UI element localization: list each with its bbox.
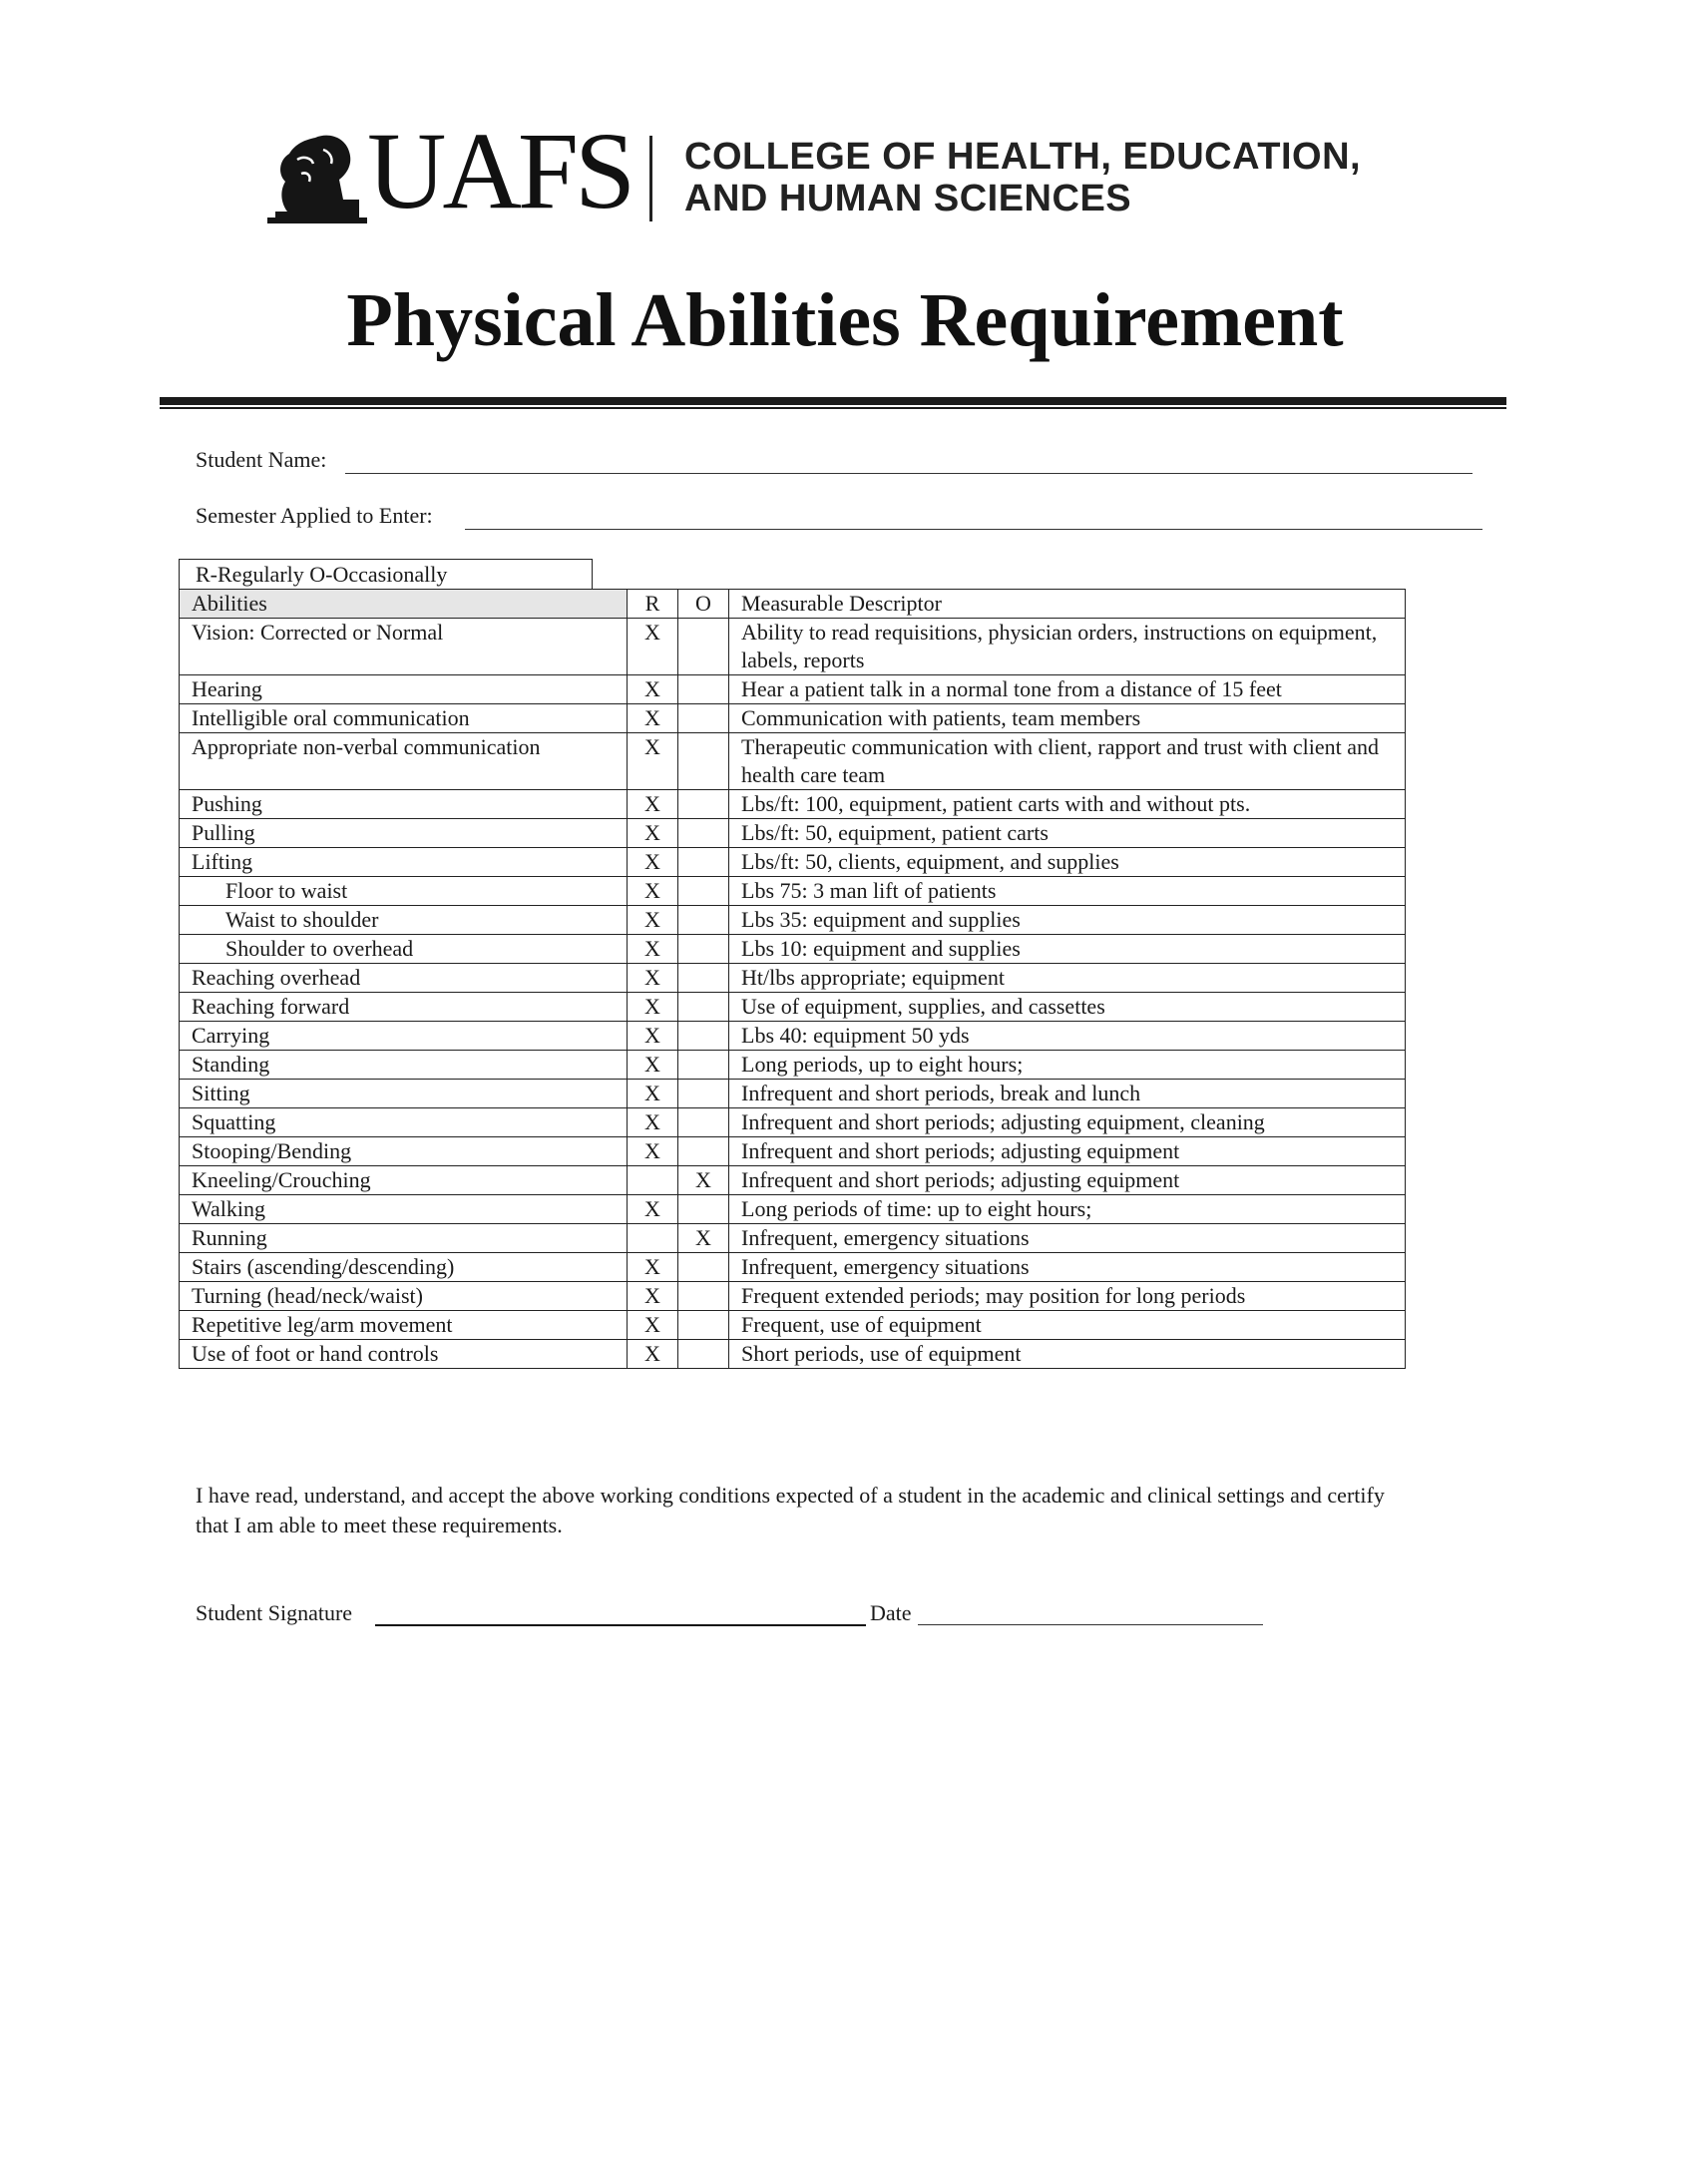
descriptor-cell: Infrequent, emergency situations xyxy=(729,1224,1406,1253)
descriptor-cell: Lbs 75: 3 man lift of patients xyxy=(729,877,1406,906)
date-label: Date xyxy=(870,1600,912,1625)
ability-cell: Standing xyxy=(180,1051,628,1080)
o-cell xyxy=(678,704,729,733)
r-cell: X xyxy=(628,1108,678,1137)
o-cell xyxy=(678,819,729,848)
descriptor-cell: Lbs 40: equipment 50 yds xyxy=(729,1022,1406,1051)
student-name-line[interactable] xyxy=(345,473,1473,474)
semester-label: Semester Applied to Enter: xyxy=(196,503,433,528)
descriptor-cell: Hear a patient talk in a normal tone from a distance of 15 feet xyxy=(729,675,1406,704)
table-row xyxy=(180,1051,1406,1080)
student-signature-line[interactable] xyxy=(375,1624,866,1626)
r-cell: X xyxy=(628,1253,678,1282)
semester-line[interactable] xyxy=(465,529,1482,530)
descriptor-cell: Infrequent and short periods; adjusting equipment, cleaning xyxy=(729,1108,1406,1137)
o-cell: X xyxy=(678,1166,729,1195)
r-cell: X xyxy=(628,619,678,675)
descriptor-cell: Lbs/ft: 50, equipment, patient carts xyxy=(729,819,1406,848)
ability-cell: Appropriate non-verbal communication xyxy=(180,733,628,790)
ability-cell: Stooping/Bending xyxy=(180,1137,628,1166)
table-row xyxy=(180,1224,1406,1253)
o-cell xyxy=(678,848,729,877)
o-cell xyxy=(678,1253,729,1282)
header-o: O xyxy=(678,590,729,619)
descriptor-cell: Lbs/ft: 100, equipment, patient carts with and without pts. xyxy=(729,790,1406,819)
r-cell: X xyxy=(628,1195,678,1224)
descriptor-cell: Use of equipment, supplies, and cassettes xyxy=(729,993,1406,1022)
ability-cell: Reaching overhead xyxy=(180,964,628,993)
ability-cell: Use of foot or hand controls xyxy=(180,1340,628,1369)
ability-cell: Shoulder to overhead xyxy=(180,935,628,964)
r-cell: X xyxy=(628,1311,678,1340)
table-row xyxy=(180,1137,1406,1166)
descriptor-cell: Lbs 10: equipment and supplies xyxy=(729,935,1406,964)
r-cell: X xyxy=(628,935,678,964)
table-row xyxy=(180,935,1406,964)
table-row xyxy=(180,1340,1406,1369)
ability-cell: Carrying xyxy=(180,1022,628,1051)
ability-cell: Turning (head/neck/waist) xyxy=(180,1282,628,1311)
r-cell: X xyxy=(628,1137,678,1166)
r-cell: X xyxy=(628,819,678,848)
o-cell xyxy=(678,619,729,675)
r-cell: X xyxy=(628,993,678,1022)
table-row xyxy=(180,1282,1406,1311)
descriptor-cell: Lbs 35: equipment and supplies xyxy=(729,906,1406,935)
ability-cell: Hearing xyxy=(180,675,628,704)
table-row xyxy=(180,619,1406,675)
descriptor-cell: Lbs/ft: 50, clients, equipment, and supplies xyxy=(729,848,1406,877)
header-descriptor: Measurable Descriptor xyxy=(729,590,1406,619)
table-header-row xyxy=(180,590,1406,619)
table-row xyxy=(180,1022,1406,1051)
o-cell: X xyxy=(678,1224,729,1253)
r-cell: X xyxy=(628,1282,678,1311)
table-row xyxy=(180,848,1406,877)
table-row xyxy=(180,1166,1406,1195)
o-cell xyxy=(678,877,729,906)
ability-cell: Squatting xyxy=(180,1108,628,1137)
r-cell: X xyxy=(628,906,678,935)
descriptor-cell: Ability to read requisitions, physician orders, instructions on equipment, labels, reports xyxy=(729,619,1406,675)
r-cell: X xyxy=(628,704,678,733)
r-cell: X xyxy=(628,1080,678,1108)
o-cell xyxy=(678,993,729,1022)
table-row xyxy=(180,964,1406,993)
table-row xyxy=(180,993,1406,1022)
abilities-table xyxy=(179,589,1406,1369)
header-rule xyxy=(160,397,1506,405)
descriptor-cell: Short periods, use of equipment xyxy=(729,1340,1406,1369)
r-cell: X xyxy=(628,1051,678,1080)
ability-cell: Sitting xyxy=(180,1080,628,1108)
r-cell: X xyxy=(628,790,678,819)
r-cell: X xyxy=(628,964,678,993)
college-name xyxy=(684,136,1361,219)
ability-cell: Floor to waist xyxy=(180,877,628,906)
o-cell xyxy=(678,733,729,790)
o-cell xyxy=(678,1311,729,1340)
r-cell: X xyxy=(628,1022,678,1051)
r-cell xyxy=(628,1224,678,1253)
r-cell: X xyxy=(628,733,678,790)
table-row xyxy=(180,1195,1406,1224)
table-row xyxy=(180,906,1406,935)
ability-cell: Stairs (ascending/descending) xyxy=(180,1253,628,1282)
r-cell: X xyxy=(628,675,678,704)
college-line-1: COLLEGE OF HEALTH, EDUCATION, xyxy=(684,136,1362,178)
o-cell xyxy=(678,1137,729,1166)
o-cell xyxy=(678,1108,729,1137)
o-cell xyxy=(678,1282,729,1311)
o-cell xyxy=(678,675,729,704)
descriptor-cell: Infrequent and short periods; adjusting equipment xyxy=(729,1166,1406,1195)
ability-cell: Intelligible oral communication xyxy=(180,704,628,733)
student-name-label: Student Name: xyxy=(196,447,327,472)
descriptor-cell: Frequent extended periods; may position for long periods xyxy=(729,1282,1406,1311)
logo-divider xyxy=(649,136,652,221)
table-row xyxy=(180,1080,1406,1108)
ability-cell: Kneeling/Crouching xyxy=(180,1166,628,1195)
descriptor-cell: Long periods, up to eight hours; xyxy=(729,1051,1406,1080)
table-row xyxy=(180,675,1406,704)
ability-cell: Walking xyxy=(180,1195,628,1224)
student-name-field[interactable] xyxy=(196,447,1492,477)
table-row xyxy=(180,790,1406,819)
r-cell: X xyxy=(628,1340,678,1369)
ability-cell: Pushing xyxy=(180,790,628,819)
table-row xyxy=(180,704,1406,733)
table-row xyxy=(180,877,1406,906)
lion-logo-icon xyxy=(267,130,367,225)
student-signature-label: Student Signature xyxy=(196,1600,353,1625)
table-row xyxy=(180,733,1406,790)
r-cell: X xyxy=(628,877,678,906)
descriptor-cell: Long periods of time: up to eight hours; xyxy=(729,1195,1406,1224)
ability-cell: Vision: Corrected or Normal xyxy=(180,619,628,675)
date-line[interactable] xyxy=(918,1624,1263,1625)
ability-cell: Reaching forward xyxy=(180,993,628,1022)
o-cell xyxy=(678,964,729,993)
ability-cell: Running xyxy=(180,1224,628,1253)
table-row xyxy=(180,1311,1406,1340)
o-cell xyxy=(678,906,729,935)
table-row xyxy=(180,1108,1406,1137)
descriptor-cell: Frequent, use of equipment xyxy=(729,1311,1406,1340)
descriptor-cell: Infrequent and short periods; adjusting equipment xyxy=(729,1137,1406,1166)
descriptor-cell: Infrequent and short periods, break and lunch xyxy=(729,1080,1406,1108)
ability-cell: Waist to shoulder xyxy=(180,906,628,935)
uafs-wordmark: UAFS xyxy=(367,110,633,231)
header-abilities: Abilities xyxy=(180,590,628,619)
header-rule-thin xyxy=(160,407,1506,409)
ability-cell: Lifting xyxy=(180,848,628,877)
logo xyxy=(267,110,1415,233)
descriptor-cell: Infrequent, emergency situations xyxy=(729,1253,1406,1282)
legend: R-Regularly O-Occasionally xyxy=(179,559,593,589)
o-cell xyxy=(678,1051,729,1080)
o-cell xyxy=(678,790,729,819)
header-r: R xyxy=(628,590,678,619)
ability-cell: Pulling xyxy=(180,819,628,848)
descriptor-cell: Communication with patients, team members xyxy=(729,704,1406,733)
o-cell xyxy=(678,935,729,964)
page-title: Physical Abilities Requirement xyxy=(346,278,1344,362)
descriptor-cell: Therapeutic communication with client, rapport and trust with client and health care team xyxy=(729,733,1406,790)
o-cell xyxy=(678,1340,729,1369)
o-cell xyxy=(678,1195,729,1224)
r-cell xyxy=(628,1166,678,1195)
table-row xyxy=(180,819,1406,848)
o-cell xyxy=(678,1080,729,1108)
college-line-2: AND HUMAN SCIENCES xyxy=(684,178,1132,219)
table-row xyxy=(180,1253,1406,1282)
acknowledgement-text: I have read, understand, and accept the above working conditions expected of a student in the academic and clinical settings and certify that I am able to meet these requirements. xyxy=(196,1483,1385,1537)
semester-field[interactable] xyxy=(196,503,1492,533)
r-cell: X xyxy=(628,848,678,877)
o-cell xyxy=(678,1022,729,1051)
descriptor-cell: Ht/lbs appropriate; equipment xyxy=(729,964,1406,993)
ability-cell: Repetitive leg/arm movement xyxy=(180,1311,628,1340)
